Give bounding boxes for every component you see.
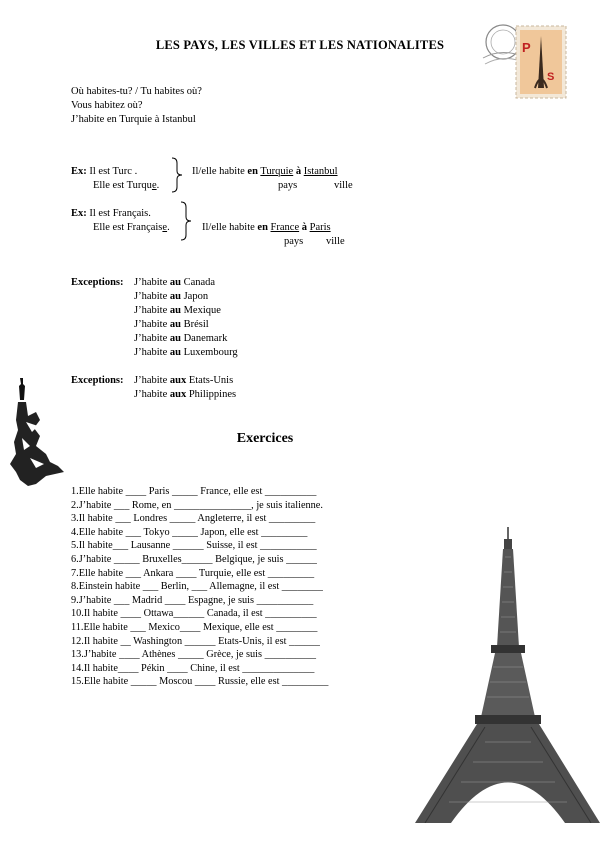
feminine-ending: e xyxy=(162,222,168,233)
exception-country: Etats-Unis xyxy=(188,375,234,386)
example-1-left xyxy=(71,165,159,193)
example-city: Istanbul xyxy=(303,166,338,177)
bracket-icon xyxy=(171,157,187,193)
example-line: Il est Français. xyxy=(89,208,151,219)
exercise-item: 12.Il habite __ Washington ______ Etats-Unis, il est ______ xyxy=(71,635,320,647)
example-label: Ex: xyxy=(71,208,87,219)
exception-country: Brésil xyxy=(183,319,209,330)
exercise-item: 6.J’habite _____ Bruxelles______ Belgique, je suis ______ xyxy=(71,553,317,565)
paris-stamp-image xyxy=(481,18,573,100)
page-title: LES PAYS, LES VILLES ET LES NATIONALITES xyxy=(155,38,445,52)
exercise-item: 2.J’habite ___ Rome, en _______________, je suis italienne. xyxy=(71,499,323,511)
eiffel-tower-image xyxy=(415,527,600,823)
exception-country: Mexique xyxy=(183,305,221,316)
exception-verb: J’habite xyxy=(134,319,168,330)
example-line: Il est Turc . xyxy=(89,166,138,177)
example-punct: . xyxy=(167,222,170,233)
exercise-item: 8.Einstein habite ___ Berlin, ___ Allemagne, il est ________ xyxy=(71,581,323,593)
intro-block xyxy=(71,85,202,127)
preposition-en: en xyxy=(247,166,258,177)
exception-verb: J’habite xyxy=(134,305,168,316)
exercise-list xyxy=(71,485,328,689)
exceptions-label: Exceptions: xyxy=(71,277,124,288)
exercise-item: 5.Il habite___ Lausanne ______ Suisse, il est ___________ xyxy=(71,540,317,552)
feminine-ending: e xyxy=(151,180,157,191)
exception-verb: J’habite xyxy=(134,291,168,302)
example-line: Elle est Turqu xyxy=(93,180,152,191)
stamp-text: P xyxy=(522,40,531,55)
ville-label: ville xyxy=(334,180,353,191)
example-country: France xyxy=(270,222,300,233)
exercise-item: 9.J’habite ___ Madrid ____ Espagne, je suis ___________ xyxy=(71,594,314,606)
preposition-au: au xyxy=(169,319,181,330)
exception-verb: J’habite xyxy=(134,375,168,386)
pays-label: pays xyxy=(278,180,298,191)
exercise-item: 4.Elle habite ___ Tokyo _____ Japon, elle est _________ xyxy=(71,526,308,538)
exceptions-label: Exceptions: xyxy=(71,375,124,386)
exercise-item: 10.Il habite ____ Ottawa______ Canada, il est __________ xyxy=(71,608,317,620)
example-label: Ex: xyxy=(71,166,87,177)
example-line: Elle est Français xyxy=(93,222,163,233)
preposition-au: au xyxy=(169,277,181,288)
example-punct: . xyxy=(156,180,160,191)
exercise-item: 14.Il habite____ Pékin ____ Chine, il est ______________ xyxy=(71,662,315,674)
exception-country: Philippines xyxy=(188,389,237,400)
preposition-au: au xyxy=(169,333,181,344)
exercices-title: Exercices xyxy=(236,431,294,446)
exceptions-au-block xyxy=(71,276,238,360)
intro-line: Vous habitez où? xyxy=(71,100,143,111)
example-sentence: Il/elle habite xyxy=(202,222,255,233)
exercise-item: 11.Elle habite ___ Mexico____ Mexique, elle est ________ xyxy=(71,621,318,633)
preposition-au: au xyxy=(169,347,181,358)
preposition-a: à xyxy=(301,222,307,233)
example-2-right xyxy=(202,221,331,235)
exception-verb: J’habite xyxy=(134,277,168,288)
exception-verb: J’habite xyxy=(134,347,168,358)
example-1-right xyxy=(192,165,338,179)
intro-line: Où habites-tu? / Tu habites où? xyxy=(71,86,202,97)
svg-text:S: S xyxy=(547,71,555,83)
preposition-aux: aux xyxy=(169,375,187,386)
exception-country: Japon xyxy=(183,291,209,302)
preposition-en: en xyxy=(257,222,268,233)
preposition-aux: aux xyxy=(169,389,187,400)
exercise-item: 1.Elle habite ____ Paris _____ France, elle est __________ xyxy=(71,486,317,497)
intro-line: J’habite en Turquie à Istanbul xyxy=(71,114,196,125)
bracket-icon xyxy=(180,201,196,241)
exception-country: Luxembourg xyxy=(183,347,238,358)
exercise-item: 13.J’habite ____ Athènes _____ Grèce, je suis __________ xyxy=(71,649,317,661)
exceptions-aux-block xyxy=(71,374,236,402)
exception-country: Canada xyxy=(183,277,216,288)
ville-label: ville xyxy=(326,236,345,247)
pays-label: pays xyxy=(284,236,304,247)
exercise-item: 7.Elle habite ___ Ankara ____ Turquie, elle est _________ xyxy=(71,567,315,579)
example-sentence: Il/elle habite xyxy=(192,166,245,177)
preposition-a: à xyxy=(295,166,302,177)
example-city: Paris xyxy=(309,222,331,233)
example-2-left xyxy=(71,207,170,235)
exception-verb: J’habite xyxy=(134,389,168,400)
exception-verb: J’habite xyxy=(134,333,168,344)
exception-country: Danemark xyxy=(183,333,228,344)
exercise-item: 15.Elle habite _____ Moscou ____ Russie, elle est _________ xyxy=(71,676,329,688)
exercise-item: 3.Il habite ___ Londres _____ Angleterre, il est _________ xyxy=(71,513,316,525)
preposition-au: au xyxy=(169,291,181,302)
example-country: Turquie xyxy=(260,166,294,177)
preposition-au: au xyxy=(169,305,181,316)
